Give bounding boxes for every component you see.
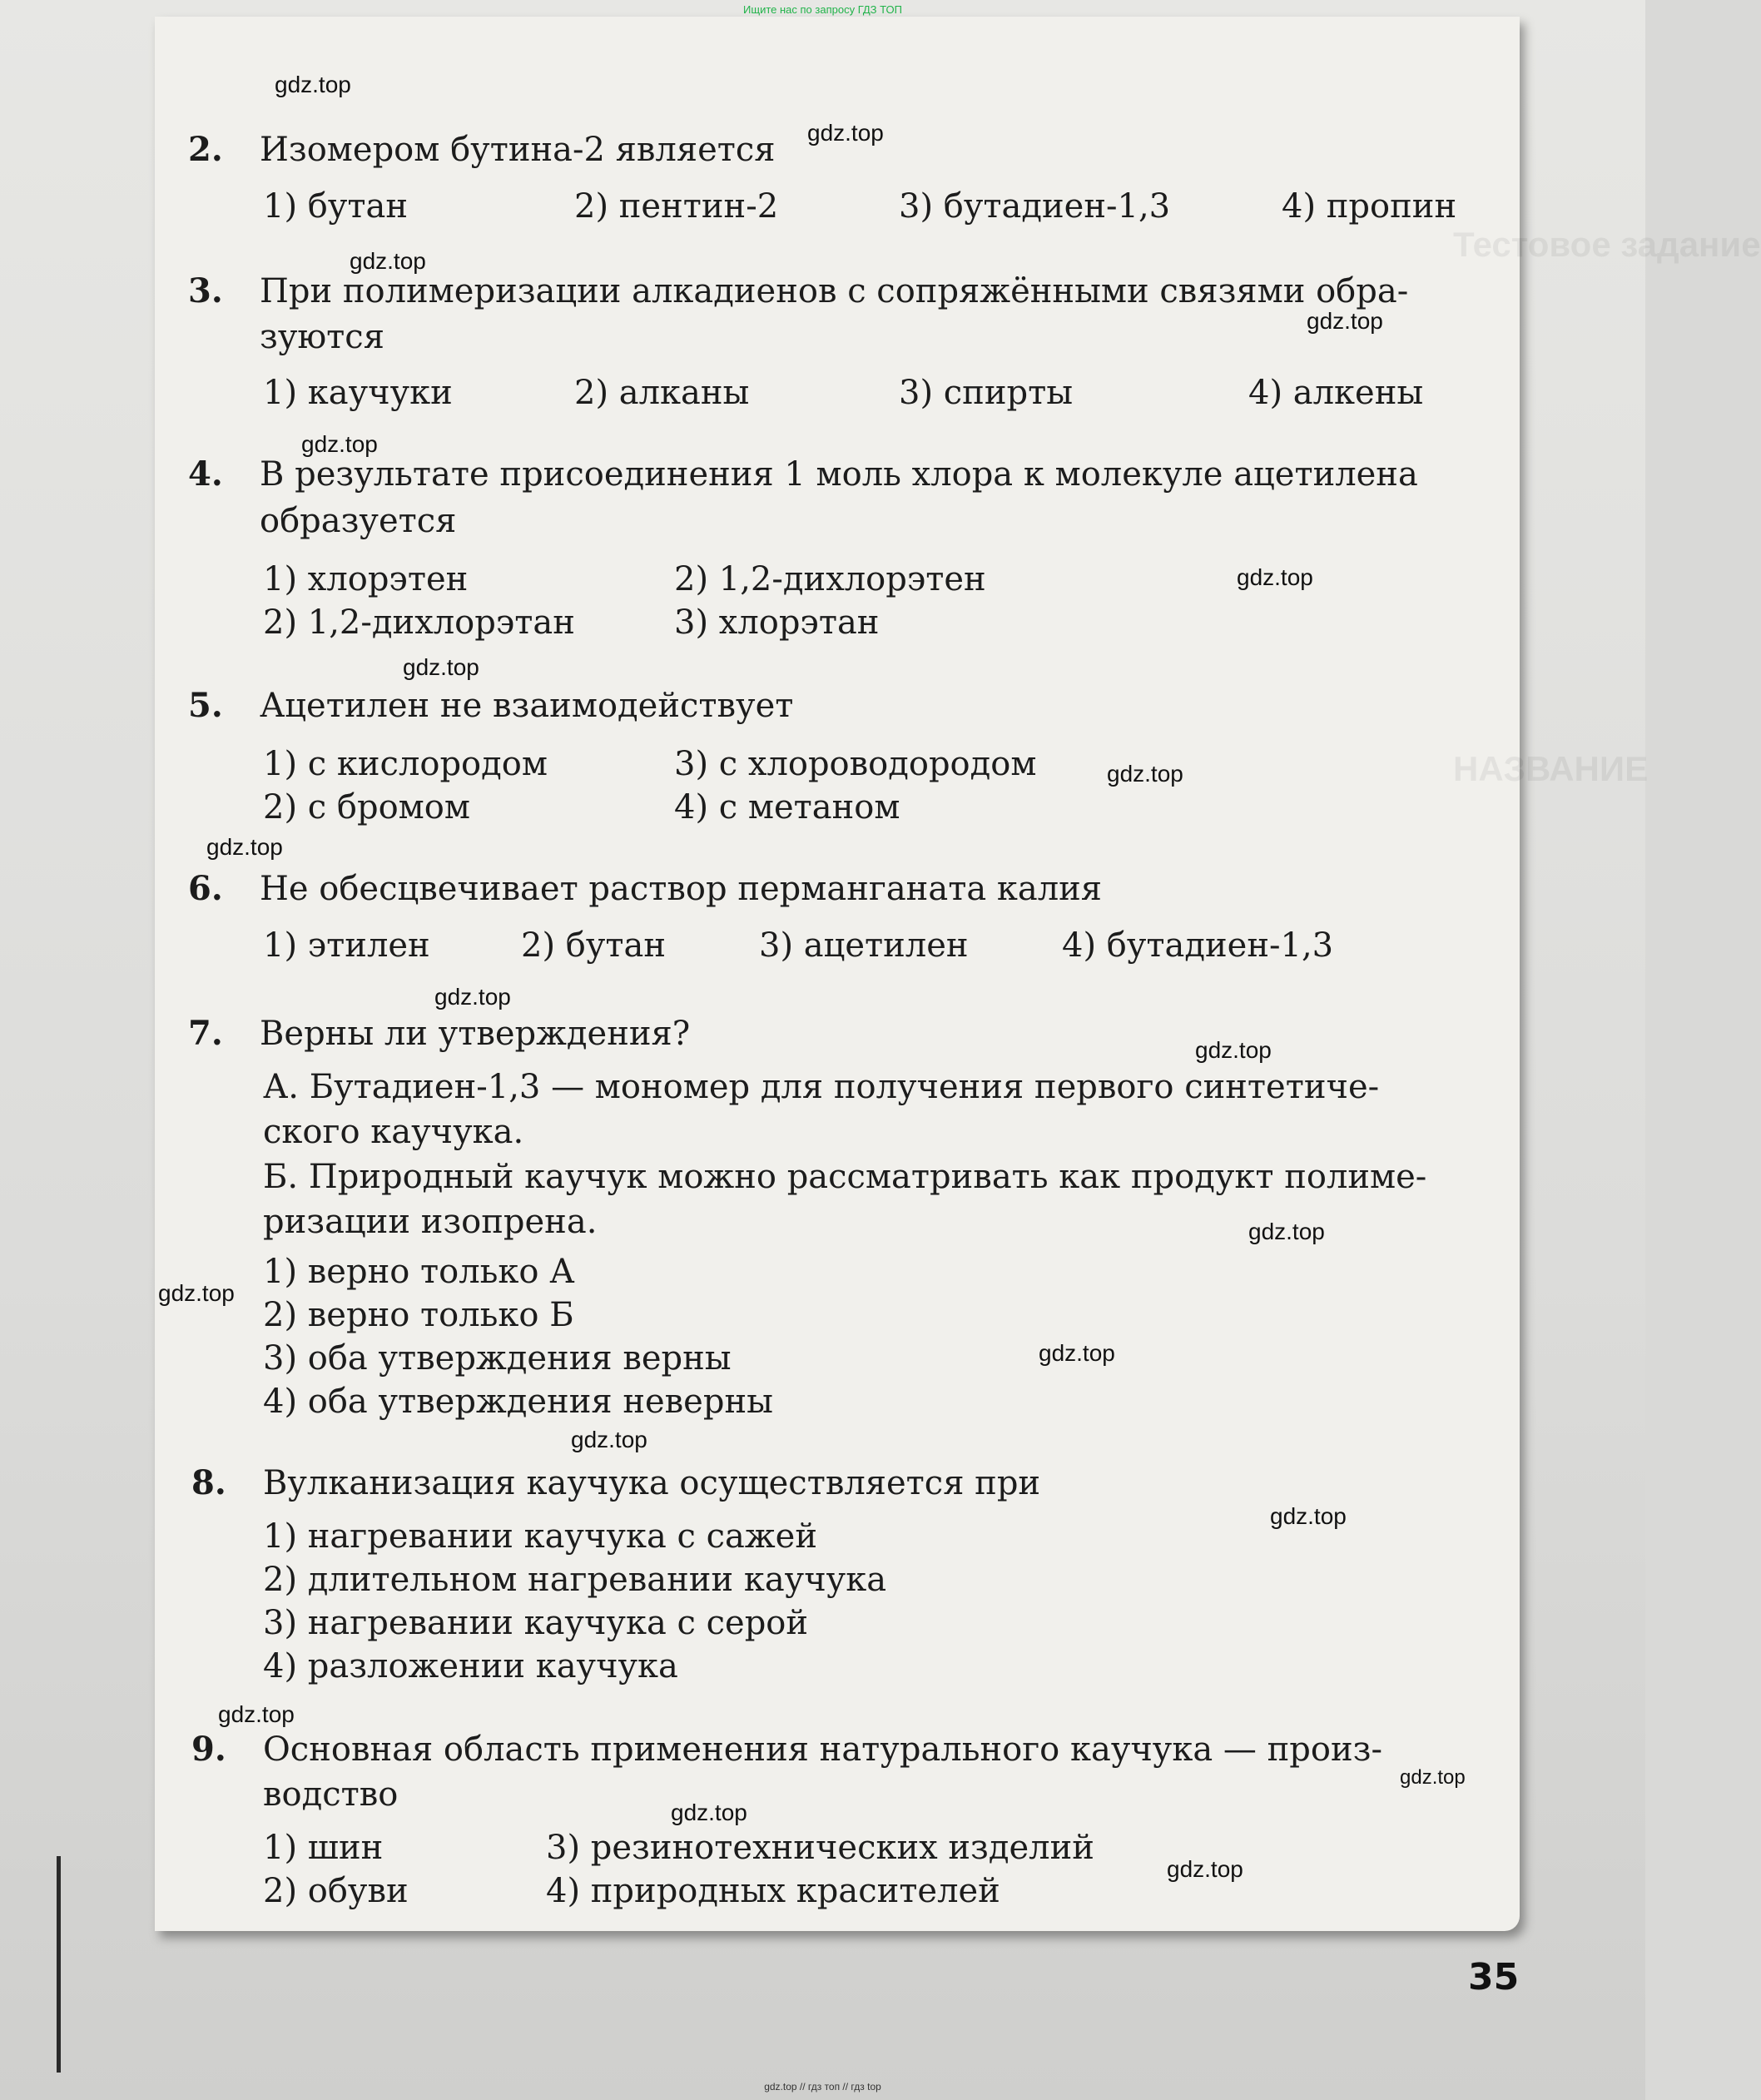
answer-option: 2) бутан — [521, 926, 667, 965]
answer-option: 1) каучуки — [263, 374, 453, 412]
answer-option: 3) оба утверждения верны — [263, 1339, 732, 1378]
watermark: gdz.top — [1307, 308, 1383, 334]
book-spine-shadow — [57, 1856, 61, 2073]
watermark: gdz.top — [218, 1701, 295, 1727]
watermark: gdz.top — [1167, 1856, 1243, 1882]
answer-option: 1) бутан — [263, 187, 409, 226]
answer-option: 3) бутадиен-1,3 — [899, 187, 1171, 226]
watermark: gdz.top — [1270, 1503, 1347, 1529]
answer-option: 1) с кислородом — [263, 745, 548, 783]
question-number: 5. — [188, 686, 223, 725]
question-text: Изомером бутина-2 является — [260, 131, 776, 169]
answer-option: 4) природных красителей — [546, 1872, 1000, 1910]
question-text: образуется — [260, 502, 457, 540]
answer-option: 2) алканы — [574, 374, 750, 412]
answer-option: 3) резинотехнических изделий — [546, 1829, 1094, 1867]
watermark: gdz.top — [1400, 1766, 1466, 1789]
watermark: gdz.top — [403, 654, 479, 680]
answer-option: 1) шин — [263, 1829, 384, 1867]
question-number: 3. — [188, 271, 223, 310]
watermark: gdz.top — [206, 834, 283, 860]
answer-option: 3) хлорэтан — [674, 603, 880, 642]
answer-option: 3) нагревании каучука с серой — [263, 1604, 809, 1642]
question-number: 6. — [188, 869, 223, 908]
answer-option: 3) с хлороводородом — [674, 745, 1037, 783]
answer-option: 3) спирты — [899, 374, 1074, 412]
answer-option: 4) бутадиен-1,3 — [1062, 926, 1334, 965]
answer-option: 4) разложении каучука — [263, 1647, 678, 1685]
footer-banner: gdz.top // гдз топ // гдз top — [764, 2081, 881, 2093]
answer-option: 1) этилен — [263, 926, 430, 965]
answer-option: 4) алкены — [1248, 374, 1424, 412]
watermark: gdz.top — [1248, 1219, 1325, 1244]
watermark: gdz.top — [671, 1800, 747, 1825]
watermark: gdz.top — [1107, 761, 1183, 787]
question-text: Верны ли утверждения? — [260, 1015, 691, 1053]
question-number: 8. — [191, 1463, 226, 1502]
answer-option: 4) оба утверждения неверны — [263, 1383, 773, 1421]
show-through: НАЗВАНИЕ — [1453, 749, 1649, 788]
question-text: Не обесцвечивает раствор перманганата калия — [260, 870, 1103, 908]
question-number: 2. — [188, 130, 223, 169]
answer-option: 2) верно только Б — [263, 1296, 574, 1334]
question-text: зуются — [260, 318, 384, 356]
watermark: gdz.top — [1237, 564, 1313, 590]
statement-line: А. Бутадиен-1,3 — мономер для получения первого синтетиче- — [263, 1068, 1380, 1106]
statement-line: ского каучука. — [263, 1113, 524, 1151]
question-number: 4. — [188, 454, 223, 494]
answer-option: 2) 1,2-дихлорэтан — [263, 603, 575, 642]
answer-option: 4) с метаном — [674, 788, 900, 827]
question-number: 7. — [188, 1014, 223, 1053]
watermark: gdz.top — [158, 1280, 235, 1306]
watermark: gdz.top — [1039, 1340, 1115, 1366]
question-text: При полимеризации алкадиенов с сопряжёнными связями обра- — [260, 272, 1409, 310]
page-number: 35 — [1468, 1956, 1520, 1998]
answer-option: 2) с бромом — [263, 788, 470, 827]
answer-option: 1) нагревании каучука с сажей — [263, 1517, 817, 1556]
answer-option: 2) обуви — [263, 1872, 409, 1910]
watermark: gdz.top — [1195, 1037, 1272, 1063]
answer-option: 4) пропин — [1282, 187, 1457, 226]
question-text: водство — [263, 1775, 399, 1814]
watermark: gdz.top — [275, 72, 351, 97]
question-number: 9. — [191, 1730, 226, 1769]
answer-option: 3) ацетилен — [759, 926, 969, 965]
question-text: Вулканизация каучука осуществляется при — [263, 1464, 1041, 1502]
answer-option: 1) хлорэтен — [263, 560, 469, 598]
answer-option: 2) пентин-2 — [574, 187, 779, 226]
question-text: Основная область применения натурального каучука — произ- — [263, 1730, 1382, 1769]
watermark: gdz.top — [807, 120, 884, 146]
answer-option: 1) верно только А — [263, 1253, 575, 1291]
statement-line: Б. Природный каучук можно рассматривать как продукт полиме- — [263, 1158, 1427, 1196]
watermark: gdz.top — [301, 431, 378, 457]
watermark: gdz.top — [571, 1427, 647, 1452]
watermark: gdz.top — [350, 248, 426, 274]
watermark: gdz.top — [434, 984, 511, 1010]
question-text: Ацетилен не взаимодействует — [260, 687, 794, 725]
answer-option: 2) длительном нагревании каучука — [263, 1561, 887, 1599]
statement-line: ризации изопрена. — [263, 1203, 598, 1241]
show-through: Тестовое задание — [1453, 225, 1761, 264]
answer-option: 2) 1,2-дихлорэтен — [674, 560, 986, 598]
header-banner: Ищите нас по запросу ГДЗ ТОП — [743, 3, 902, 16]
question-text: В результате присоединения 1 моль хлора к молекуле ацетилена — [260, 455, 1418, 494]
